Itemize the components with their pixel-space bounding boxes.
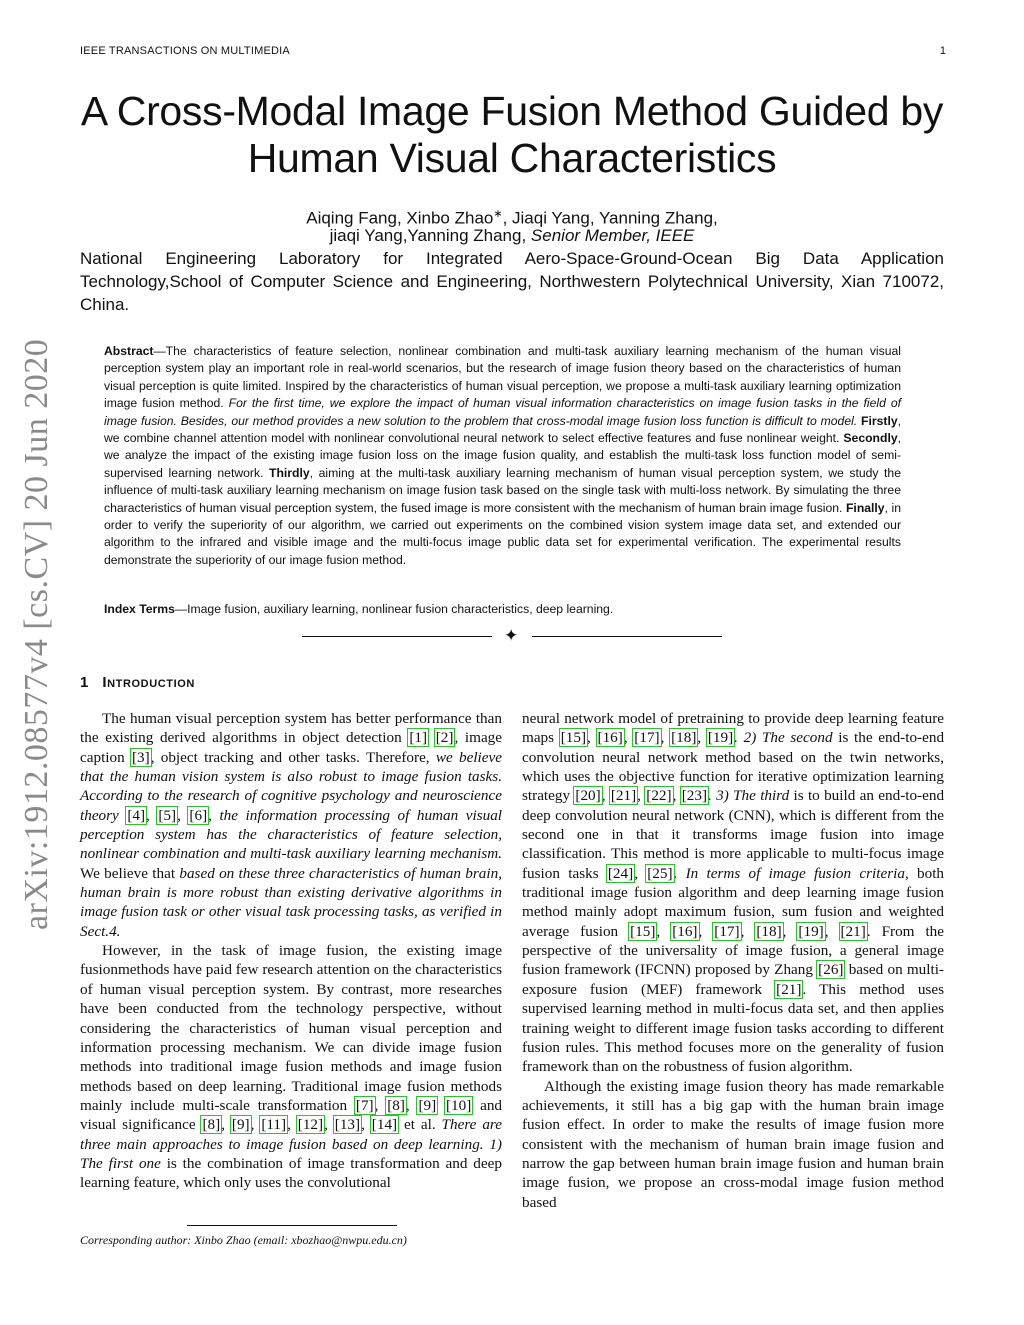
footnote-corresponding-author: Corresponding author: Xinbo Zhao (email: xbozhao@nwpu.edu.cn) [80, 1233, 407, 1247]
intro-paragraph-continued: neural network model of pretraining to provide deep learning feature maps [15], [16], [17], [18], [19]. 2) The second is the end-to-end convolution neural network method based on the twin networks, which uses the objective function for iterative optimization learning strategy [20], [21], [22], [23]. 3) The third is to build an end-to-end deep convolution neural network (CNN), which is different from the second one in that it transforms image fusion into image classification. This method is more applicable to multi-focus image fusion tasks [24], [25]. In terms of image fusion criteria, both traditional image fusion algorithm and deep learning image fusion method mainly adopt maximum fusion, sum fusion and weighted average fusion [15], [16], [17], [18], [19], [21]. From the perspective of the universality of image fusion, a general image fusion framework (IFCNN) proposed by Zhang [26] based on multi-exposure fusion (MEF) framework [21]. This method uses supervised learning method in multi-focus data set, and then applies training weight to different image fusion tasks according to different fusion rules. This method focuses more on the generality of fusion framework than on the robustness of fusion algorithm. [522, 710, 945, 1076]
text: , both traditional image fusion algorithm and deep learning image fusion method mainly adopt maximum fusion, sum fusion and weighted average fusion [522, 864, 945, 940]
citation-link[interactable]: [1] [409, 729, 428, 747]
italic-text: , the information processing of human visual perception system has the characteristics of feature selection, nonlinear combination and multi-task auxiliary learning mechanism. [80, 806, 503, 863]
text: is the combination of image transformation and deep learning feature, which only uses the convolutional [80, 1154, 502, 1192]
column-right [522, 709, 944, 1212]
citation-link[interactable]: [10] [445, 1096, 472, 1114]
abstract-italic: For the first time, we explore the impact of human visual information characteristics on image fusion tasks in the field of image fusion. Besides, our method provides a new solution to the problem that cross-modal image fusion loss function is difficult to model. [104, 396, 901, 428]
citation-link[interactable]: [8] [387, 1096, 405, 1114]
citation-link[interactable]: [14] [371, 1116, 398, 1134]
divider-diamond-icon: ✦ [504, 626, 519, 645]
text: . This method uses supervised learning method in multi-focus data set, and then applies training weight to different image fusion tasks according to different fusion rules. This method focuses more on the generality of fusion framework than on the robustness of fusion algorithm. [522, 980, 944, 1076]
corresponding-mark: ∗ [493, 208, 503, 220]
text: neural network model of pretraining to provide deep learning feature maps [522, 710, 944, 747]
citation-link[interactable]: [26] [818, 961, 844, 979]
citation-link[interactable]: [5] [158, 806, 177, 824]
page-number: 1 [939, 45, 946, 57]
citation-link[interactable]: [13] [334, 1116, 361, 1134]
section-number: 1 [80, 674, 89, 691]
citation-link[interactable]: [22] [646, 787, 672, 805]
citation-link[interactable]: [8] [202, 1116, 221, 1134]
abstract-text-4: , aiming at the multi-task auxiliary learning mechanism of human visual perception system, we study the influence of multi-task auxiliary learning mechanism on image fusion task based on the single task with multi-loss network. By simulating the three characteristics of human visual perception system, the fused image is more consistent with the mechanism of human brain image fusion. [104, 465, 901, 515]
text: and visual significance [80, 1096, 503, 1134]
citation-link[interactable]: [19] [798, 922, 824, 940]
index-terms-label: Index Terms [104, 602, 175, 616]
citation-link[interactable]: [24] [607, 864, 634, 882]
affiliation: National Engineering Laboratory for Integrated Aero-Space-Ground-Ocean Big Data Application Technology,School of Computer Science and Engineering, Northwestern Polytechnical University, Xian 710072, China. [80, 249, 944, 314]
abstract-secondly: Secondly [843, 431, 898, 446]
journal-header: IEEE TRANSACTIONS ON MULTIMEDIA [80, 45, 290, 57]
citation-link[interactable]: [9] [231, 1116, 250, 1134]
citation-link[interactable]: [16] [672, 922, 698, 940]
author-line-2 [80, 225, 944, 247]
section-heading [80, 674, 195, 691]
citation-link[interactable]: [9] [418, 1096, 437, 1114]
text: The human visual perception system has better performance than the existing derived algorithms in object detection [80, 710, 502, 747]
text: However, in the task of image fusion, the existing image fusionmethods have paid few research attention on the characteristics of human visual perception system. By contrast, more researches have been conducted from the technology perspective, without considering the characteristics of human visual perception and information processing mechanism. We can divide image fusion methods into traditional image fusion methods and image fusion methods based on deep learning. Traditional image fusion methods mainly include multi-scale transformation [80, 942, 502, 1114]
text: is the end-to-end convolution neural network method based on the twin networks, which uses the objective function for iterative optimization learning strategy [522, 729, 945, 805]
italic-text: we believe that the human vision system is also robust to image fusion tasks. According to the research of cognitive psychology and neuroscience theory [80, 748, 503, 824]
abstract-thirdly: Thirdly [269, 465, 310, 480]
italic-text: . 3) The third [708, 787, 790, 805]
citation-link[interactable]: [23] [681, 787, 708, 805]
citation-link[interactable]: [19] [707, 729, 734, 747]
arxiv-stamp[interactable]: arXiv:1912.08577v4 [cs.CV] 20 Jun 2020 [18, 338, 55, 930]
abstract-text-5: , in order to verify the superiority of our algorithm, we carried out experiments on the combined vision system image data set, and extended our algorithm to the infrared and visible image and the multi-focus image public data set for experimental verification. The experimental results demonstrate the superiority of our image fusion method. [104, 500, 901, 567]
citation-link[interactable]: [3] [131, 748, 150, 766]
column-left [80, 709, 502, 1193]
citation-link[interactable]: [2] [435, 729, 454, 747]
authors-rest: , Jiaqi Yang, Yanning Zhang, [502, 208, 718, 228]
citation-link[interactable]: [20] [575, 787, 601, 805]
citation-link[interactable]: [17] [714, 922, 740, 940]
paper-title [40, 88, 984, 182]
intro-paragraph-1: The human visual perception system has better performance than the existing derived algorithms in object detection [1] [2], image caption [3], object tracking and other tasks. Therefore, we believe that the human vision system is also robust to image fusion tasks. According to the research of cognitive psychology and neuroscience theory [4], [5], [6], the information processing of human visual perception system has the characteristics of feature selection, nonlinear combination and multi-task auxiliary learning mechanism. We believe that based on these three characteristics of human brain, human brain is more robust than existing derivative algorithms in image fusion task or other visual task processing tasks, as verified in Sect.4. [80, 710, 503, 940]
citation-link[interactable]: [17] [634, 729, 660, 747]
text: We believe that [80, 864, 180, 882]
text: , object tracking and other tasks. Therefore, [150, 748, 436, 766]
intro-paragraph-2: However, in the task of image fusion, the existing image fusionmethods have paid few research attention on the characteristics of human visual perception system. By contrast, more researches have been conducted from the technology perspective, without considering the characteristics of human visual perception and information processing mechanism. We can divide image fusion methods into traditional image fusion methods and image fusion methods based on deep learning. Traditional image fusion methods mainly include multi-scale transformation [7], [8], [9] [10] and visual significance [8], [9], [11], [12], [13], [14] et al. There are three main approaches to image fusion based on deep learning. 1) The first one is the combination of image transformation and deep learning feature, which only uses the convolutional [80, 942, 503, 1192]
citation-link[interactable]: [6] [189, 806, 208, 824]
citation-link[interactable]: [21] [776, 980, 802, 998]
text: , image caption [80, 729, 503, 766]
index-terms [104, 602, 901, 616]
citation-link[interactable]: [18] [671, 729, 697, 747]
section-title: Introduction [102, 674, 195, 691]
abstract [104, 343, 901, 569]
citation-link[interactable]: [16] [597, 729, 623, 747]
text: is to build an end-to-end deep convolution neural network (CNN), which is different from the second one in that it transforms image fusion into image classification. This method is more applicable to multi-focus image fusion tasks [522, 787, 945, 882]
abstract-text-1: —The characteristics of feature selection, nonlinear combination and multi-task auxiliary learning mechanism of the human visual perception system play an important role in real-world scenarios, but the research of image fusion theory based on the characteristics of human visual perception is quite limited. Inspired by the characteristics of human visual perception, we propose a multi-task auxiliary learning optimization image fusion method. [104, 344, 901, 411]
citation-link[interactable]: [25] [647, 864, 673, 882]
citation-link[interactable]: [21] [840, 922, 866, 940]
italic-text: . 2) The second [734, 729, 833, 747]
abstract-finally: Finally [845, 500, 885, 515]
divider-right [532, 636, 722, 637]
abstract-label: Abstract [104, 344, 154, 358]
title-line-2: Human Visual Characteristics [247, 135, 777, 181]
intro-paragraph-3: Although the existing image fusion theory has made remarkable achievements, it still has a big gap with the human brain image fusion effect. In order to make the results of image fusion more consistent with the mechanism of human brain image fusion and narrow the gap between human brain image fusion and human brain image fusion, we propose an cross-modal image fusion method based [522, 1077, 944, 1211]
divider-left [302, 636, 492, 637]
abstract-text-3: , we analyze the impact of the existing image fusion loss on the image fusion quality, and establish the multi-task loss function model of semi-supervised learning network. [104, 431, 901, 480]
text: . From the perspective of the universality of image fusion, a general image fusion framework (IFCNN) proposed by Zhang [522, 922, 945, 979]
authors-second: jiaqi Yang,Yanning Zhang, [329, 226, 531, 245]
text: based on multi-exposure fusion (MEF) framework [522, 961, 944, 998]
citation-link[interactable]: [7] [355, 1096, 374, 1114]
title-line-1: A Cross-Modal Image Fusion Method Guided by [80, 88, 944, 134]
citation-link[interactable]: [4] [127, 806, 146, 824]
citation-link[interactable]: [11] [261, 1116, 287, 1134]
footnote-rule [187, 1225, 397, 1226]
abstract-text-2: , we combine channel attention model with nonlinear convolutional neural network to select effective features and fuse nonlinear weight. [104, 413, 901, 446]
citation-link[interactable]: [15] [630, 922, 656, 940]
text: et al. [398, 1116, 442, 1134]
italic-text: There are three main approaches to image fusion based on deep learning. 1) The first one [80, 1116, 503, 1172]
citation-link[interactable]: [12] [297, 1116, 324, 1134]
abstract-firstly: Firstly [861, 413, 898, 428]
index-terms-text: —Image fusion, auxiliary learning, nonlinear fusion characteristics, deep learning. [174, 602, 614, 616]
italic-text: based on these three characteristics of human brain, human brain is more robust than existing derivative algorithms in image fusion task or other visual task processing tasks, as verified in Sect.4. [80, 864, 502, 940]
author-role: Senior Member, IEEE [530, 226, 695, 245]
citation-link[interactable]: [15] [560, 729, 587, 747]
citation-link[interactable]: [21] [610, 787, 637, 805]
authors-first: Aiqing Fang, Xinbo Zhao [306, 208, 494, 228]
italic-text: . In terms of image fusion criteria [673, 864, 905, 882]
citation-link[interactable]: [18] [756, 922, 782, 940]
